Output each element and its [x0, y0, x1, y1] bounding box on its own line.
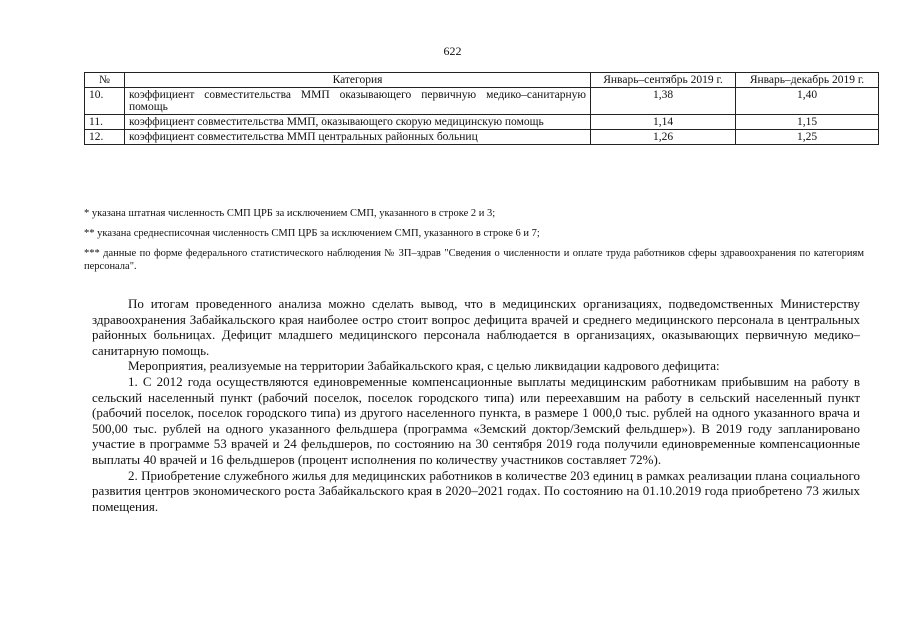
page-number: 622 [443, 44, 462, 58]
footnote: * указана штатная численность СМП ЦРБ за исключением СМП, указанного в строке 2 и 3; [84, 208, 496, 219]
header-number: № [85, 73, 125, 88]
paragraph-analysis: По итогам проведенного анализа можно сделать вывод, что в медицинских организациях, подведомственных Министерству здравоохранения Забайкальского края наиболее остро стоит вопрос дефицита врачей и среднего медицинского персонала в центральных районных больницах. Дефицит младшего медицинского персонала наблюдается в организациях, оказывающих первичную медико–санитарную помощь. [92, 296, 860, 358]
paragraph-measure-1: 1. С 2012 года осуществляются единовременные компенсационные выплаты медицинским работникам прибывшим на работу в сельский населенный пункт (рабочий поселок, поселок городского типа) или переехавшим на работу в сельский населенный пункт (рабочий поселок, поселок городского типа) из другого населенного пункта, в размере 1 000,0 тыс. рублей на одного указанного врача и 500,00 тыс. рублей на одного указанного фельдшера (программа «Земский доктор/Земский фельдшер»). В 2019 году запланировано участие в программе 53 врачей и 24 фельдшеров, по состоянию на 30 сентября 2019 года получили единовременные компенсационные выплаты 40 врачей и 16 фельдшеров (процент исполнения по количеству участников составляет 72%). [92, 373, 860, 467]
row-jan-sep-value: 1,14 [591, 115, 736, 130]
row-jan-dec-value: 1,40 [736, 88, 879, 115]
body-text [92, 296, 860, 514]
row-category: коэффициент совместительства ММП центральных районных больниц [125, 130, 591, 145]
row-number: 12. [85, 130, 125, 145]
paragraph-measures-intro: Мероприятия, реализуемые на территории Забайкальского края, с целью ликвидации кадрового дефицита: [128, 358, 720, 374]
row-jan-sep-value: 1,38 [591, 88, 736, 115]
paragraph-measure-2: 2. Приобретение служебного жилья для медицинских работников в количестве 203 единиц в рамках реализации плана социального развития центров экономического роста Забайкальского края в 2020–2021 годах. По состоянию на 01.10.2019 года приобретено 73 жилых помещения. [92, 467, 860, 514]
table-row [85, 115, 879, 130]
table-header-row [85, 73, 879, 88]
row-number: 10. [85, 88, 125, 115]
footnotes [84, 207, 864, 280]
row-jan-sep-value: 1,26 [591, 130, 736, 145]
footnote: ** указана среднесписочная численность СМП ЦРБ за исключением СМП, указанного в строке 6 и 7; [84, 228, 540, 239]
table-row [85, 130, 879, 145]
header-category: Категория [125, 73, 591, 88]
footnote: *** данные по форме федерального статистического наблюдения № ЗП–здрав "Сведения о численности и оплате труда работников сферы здравоохранения по категориям персонала". [84, 248, 864, 272]
row-number: 11. [85, 115, 125, 130]
row-category: коэффициент совместительства ММП оказывающего первичную медико–санитарную помощь [125, 88, 591, 115]
header-jan-dec: Январь–декабрь 2019 г. [736, 73, 879, 88]
data-table [84, 72, 879, 145]
table-row [85, 88, 879, 115]
row-category: коэффициент совместительства ММП, оказывающего скорую медицинскую помощь [125, 115, 591, 130]
row-jan-dec-value: 1,25 [736, 130, 879, 145]
row-jan-dec-value: 1,15 [736, 115, 879, 130]
header-jan-sep: Январь–сентябрь 2019 г. [591, 73, 736, 88]
